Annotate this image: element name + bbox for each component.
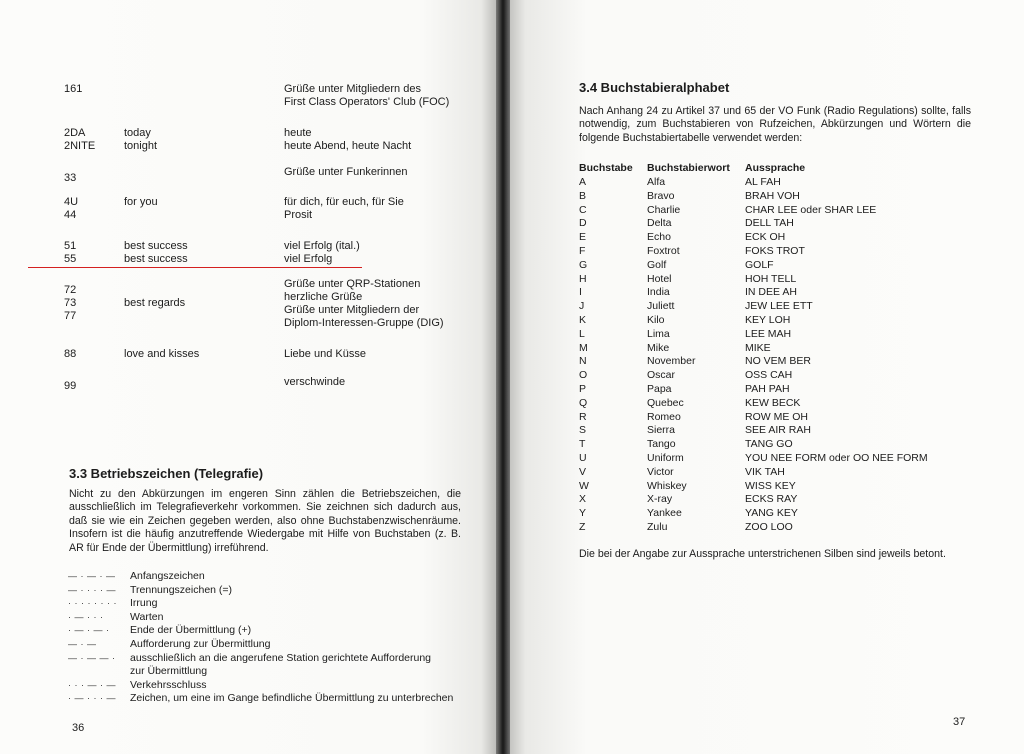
alphabet-footnote: Die bei der Angabe zur Aussprache unterstrichenen Silben sind jeweils betont. [579,548,946,560]
header-word: Buchstabierwort [647,162,730,174]
alphabet-pronunciation: ZOO LOO [745,520,793,533]
alphabet-letter: F [579,244,586,257]
alphabet-word: Hotel [647,272,672,285]
abbr-english: love and kisses [124,348,200,360]
table-row [579,342,999,356]
alphabet-pronunciation: AL FAH [745,176,781,188]
list-item [68,679,488,693]
table-row [579,314,999,328]
list-item [68,652,488,679]
abbr-english: for you [124,196,158,208]
signal-description: ausschließlich an die angerufene Station gerichtete Aufforderung zur Übermittlung [130,651,432,678]
alphabet-pronunciation: MIKE [745,341,771,354]
header-pronunciation: Aussprache [745,162,806,174]
alphabet-letter: A [579,176,587,188]
table-row [579,411,999,425]
alphabet-word: Lima [647,327,670,340]
alphabet-word: Romeo [647,410,681,423]
alphabet-pronunciation: NO VEM BER [745,355,811,368]
table-row [579,424,999,438]
alphabet-pronunciation: WISS KEY [745,479,796,492]
table-row [579,466,999,480]
alphabet-letter: H [579,272,587,285]
alphabet-word: Golf [647,258,667,271]
list-item [68,584,488,598]
morse-code: · — · · · — [68,693,116,704]
alphabet-pronunciation: ROW ME OH [745,410,808,423]
alphabet-letter: I [579,286,582,299]
table-row [579,231,999,245]
alphabet-letter: G [579,258,588,271]
morse-code: · — · · · [68,611,104,622]
alphabet-letter: E [579,231,587,244]
alphabet-letter: N [579,355,587,368]
alphabet-word: India [647,286,670,299]
table-row [579,480,999,494]
abbreviation-table [0,0,496,420]
page-number-right: 37 [953,716,966,728]
abbr-code: 99 [64,380,77,392]
alphabet-letter: X [579,493,587,506]
signal-description: Anfangszeichen [130,570,205,582]
abbr-german: Grüße unter QRP-Stationen herzliche Grüße Grüße unter Mitgliedern der Diplom-Interessen-Gruppe (DIG) [284,278,444,329]
alphabet-pronunciation: ECKS RAY [745,493,798,506]
table-body [579,176,999,535]
signal-description: Ende der Übermittlung (+) [130,624,252,637]
alphabet-letter: U [579,451,587,464]
alphabet-letter: R [579,410,587,423]
table-row [579,328,999,342]
alphabet-letter: V [579,465,587,478]
signal-description: Aufforderung zur Übermittlung [130,637,271,650]
section-paragraph: Nicht zu den Abkürzungen im engeren Sinn zählen die Betriebszeichen, die ausschließlich im Telegrafieverkehr vorkommen. Sie zeichnen sich dadurch aus, daß sie wie ein Zeichen gegeben werden, also ohne Buchstabenzwischenräume. Insofern ist die häufig anzutreffende Wiedergabe mit Hilfe von Buchstaben (z. B. AR für Ende der Übermittlung) irreführend. [69,488,461,554]
table-header [579,162,999,176]
alphabet-pronunciation: LEE MAH [745,327,792,340]
alphabet-word: Foxtrot [647,244,680,257]
signal-description: Zeichen, um eine im Gange befindliche Übermittlung zu unterbrechen [130,692,454,705]
alphabet-pronunciation: IN DEE AH [745,286,797,299]
alphabet-pronunciation: ECK OH [745,231,786,244]
abbr-german: viel Erfolg (ital.) viel Erfolg [284,240,360,265]
abbr-english: best regards [124,297,186,309]
alphabet-word: Juliett [647,300,675,313]
alphabet-pronunciation: YANG KEY [745,507,798,520]
signal-description: Warten [130,610,164,623]
alphabet-letter: L [579,327,585,340]
alphabet-pronunciation: FOKS TROT [745,244,805,257]
table-row [579,493,999,507]
signal-description: Trennungszeichen (=) [130,583,233,596]
alphabet-word: Whiskey [647,479,687,492]
alphabet-intro: Nach Anhang 24 zu Artikel 37 und 65 der VO Funk (Radio Regulations) sollte, falls notwendig, zum Buchstabieren von Rufzeichen, Abkürzungen und Wörtern die folgende Buchstabiertabelle verwendet werden: [579,105,971,144]
spelling-alphabet-table [579,162,999,535]
alphabet-word: Zulu [647,520,668,533]
abbr-code: 161 [64,83,83,95]
alphabet-word: Oscar [647,369,676,382]
list-item [68,692,488,706]
red-annotation-line [28,267,362,268]
alphabet-letter: P [579,382,587,395]
alphabet-pronunciation: KEY LOH [745,313,791,326]
abbr-code: 88 [64,348,77,360]
list-item [68,638,488,652]
morse-code: — · — [68,638,97,649]
abbr-code: 51 55 [64,240,77,265]
alphabet-word: Mike [647,341,670,354]
signal-description: Verkehrsschluss [130,678,207,691]
abbr-code: 4U 44 [64,196,79,221]
alphabet-letter: B [579,189,587,202]
alphabet-letter: C [579,203,587,216]
morse-code: — · — · — [68,571,116,581]
alphabet-letter: J [579,300,585,313]
alphabet-pronunciation: YOU NEE FORM oder OO NEE FORM [745,451,928,464]
abbr-code: 72 73 77 [64,284,77,322]
abbr-code: 2DA 2NITE [64,127,96,152]
signal-description: Irrung [130,597,158,610]
alphabet-word: Delta [647,217,672,230]
book-gutter [496,0,510,754]
table-row [579,259,999,273]
abbr-german: verschwinde [284,376,346,388]
alphabet-word: Charlie [647,203,681,216]
alphabet-word: Uniform [647,451,684,464]
alphabet-letter: W [579,479,589,492]
alphabet-pronunciation: HOH TELL [745,272,797,285]
alphabet-word: Bravo [647,189,675,202]
alphabet-pronunciation: VIK TAH [745,465,785,478]
alphabet-letter: D [579,217,587,230]
alphabet-pronunciation: CHAR LEE oder SHAR LEE [745,203,877,216]
alphabet-pronunciation: GOLF [745,258,774,271]
table-row [579,507,999,521]
table-row [579,176,999,190]
alphabet-letter: M [579,341,588,354]
header-letter: Buchstabe [579,162,633,174]
table-row [579,300,999,314]
alphabet-word: Victor [647,465,674,478]
list-item [68,597,488,611]
alphabet-letter: Z [579,520,586,533]
morse-code: · · · · · · · · [68,598,117,609]
alphabet-letter: T [579,438,586,451]
alphabet-word: Sierra [647,424,676,437]
alphabet-pronunciation: JEW LEE ETT [745,300,813,313]
table-row [579,521,999,535]
table-row [579,438,999,452]
page-number-left: 36 [72,722,85,734]
alphabet-pronunciation: BRAH VOH [745,189,800,202]
abbr-german: Liebe und Küsse [284,348,366,360]
alphabet-letter: Y [579,507,587,520]
morse-code: · — · — · [68,625,110,636]
list-item [68,611,488,625]
list-item [68,624,488,638]
abbr-code: 33 [64,172,77,184]
alphabet-word: Papa [647,382,672,395]
alphabet-word: Quebec [647,396,684,409]
table-row [579,286,999,300]
table-row [579,190,999,204]
alphabet-word: Yankee [647,507,682,520]
alphabet-word: November [647,355,696,368]
abbr-english: best success best success [124,240,188,265]
table-row [579,383,999,397]
alphabet-letter: K [579,313,587,326]
abbr-german: Grüße unter Mitgliedern des First Class Operators' Club (FOC) [284,83,450,108]
alphabet-letter: S [579,424,587,437]
morse-code: — · · · · — [68,584,116,595]
table-row [579,397,999,411]
alphabet-pronunciation: KEW BECK [745,396,801,409]
table-row [579,452,999,466]
alphabet-pronunciation: DELL TAH [745,217,794,230]
table-row [579,273,999,287]
alphabet-pronunciation: TANG GO [745,438,793,451]
alphabet-word: X-ray [647,493,673,506]
alphabet-pronunciation: OSS CAH [745,369,793,382]
morse-code: · · · — · — [68,679,116,690]
alphabet-word: Kilo [647,313,665,326]
left-page [0,0,496,754]
alphabet-letter: O [579,369,588,382]
alphabet-word: Echo [647,231,671,244]
abbr-german: Grüße unter Funkerinnen [284,166,408,178]
abbr-german: heute heute Abend, heute Nacht [284,127,412,152]
table-row [579,355,999,369]
table-row [579,204,999,218]
signal-list [68,570,488,706]
list-item [68,570,488,584]
alphabet-pronunciation: PAH PAH [745,382,790,395]
morse-code: — · — — · [68,652,116,663]
section-title-3-3: 3.3 Betriebszeichen (Telegrafie) [69,466,264,481]
section-title-3-4: 3.4 Buchstabieralphabet [579,80,730,95]
alphabet-word: Tango [647,438,676,451]
alphabet-word: Alfa [647,176,666,188]
alphabet-pronunciation: SEE AIR RAH [745,424,811,437]
alphabet-letter: Q [579,396,588,409]
table-row [579,369,999,383]
table-row [579,245,999,259]
abbr-english: today tonight [124,127,158,152]
abbr-german: für dich, für euch, für Sie Prosit [284,196,404,221]
table-row [579,217,999,231]
